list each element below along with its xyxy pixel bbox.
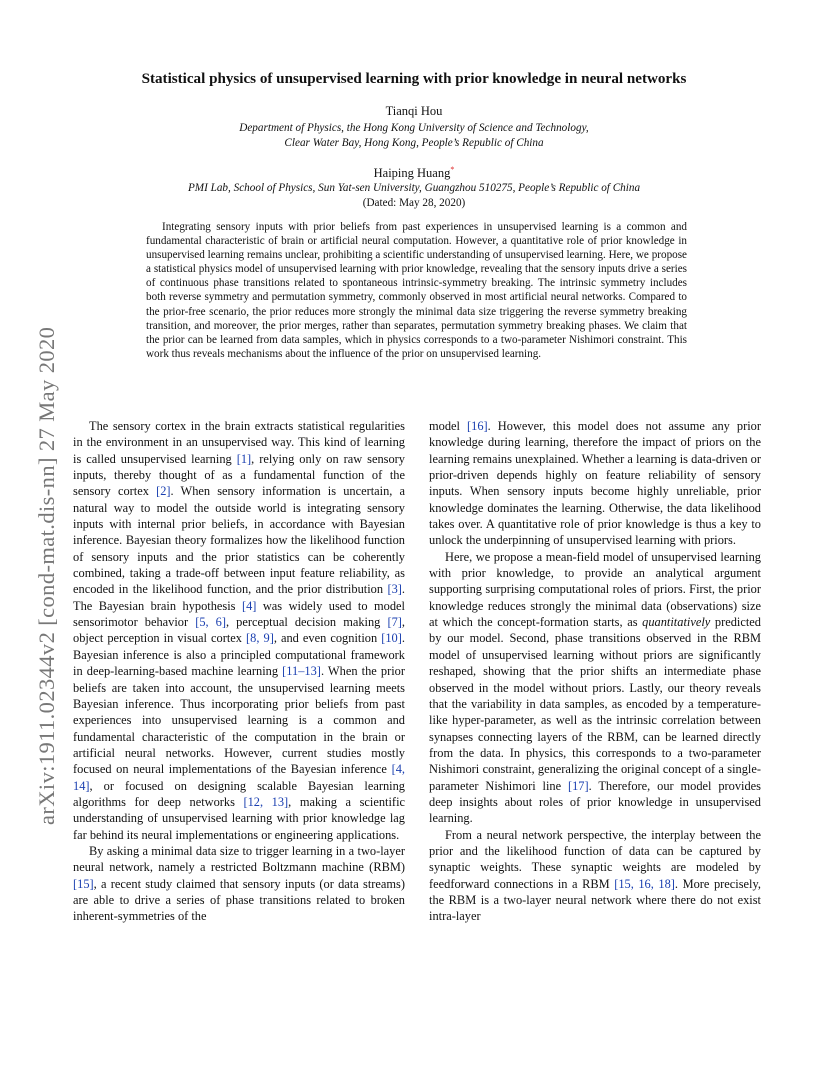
citation-link[interactable]: [16] bbox=[467, 419, 488, 433]
body-text: . More precisely, the RBM is a two-layer neural network where there do not exist intra-layer bbox=[429, 876, 761, 924]
author-2-affiliation bbox=[60, 181, 768, 196]
body-text: , a recent study claimed that sensory inputs (or data streams) are able to drive a series of phase transitions related to broken inherent-symmetries of the bbox=[73, 876, 405, 924]
citation-link[interactable]: [11–13] bbox=[282, 664, 321, 679]
body-text: By asking a minimal data size to trigger learning in a two-layer neural network, namely a restricted Boltzmann machine (RBM) bbox=[73, 843, 405, 875]
footnote-mark[interactable]: * bbox=[450, 164, 455, 174]
body-text: , making a scientific understanding of unsupervised learning with prior knowledge lag far behind its neural implementations or engineering applications. bbox=[73, 794, 406, 842]
body-text: . Bayesian inference is also a principled computational framework in deep-learning-based machine learning bbox=[73, 631, 405, 679]
body-text: , or focused on designing scalable Bayesian learning algorithms for deep networks bbox=[73, 778, 405, 809]
body-text: , and even cognition bbox=[273, 631, 382, 646]
affiliation-line: Clear Water Bay, Hong Kong, People’s Republic of China bbox=[284, 136, 544, 149]
citation-link[interactable]: [17] bbox=[567, 778, 589, 793]
body-text: , relying only on raw sensory inputs, thereby thought of as a fundamental function of the sensory cortex bbox=[73, 451, 406, 499]
body-text: From a neural network perspective, the interplay between the prior and the likelihood function of data can be captured by synaptic weights. These synaptic weights are modeled by feedforward connections in a RBM bbox=[429, 827, 761, 891]
body-paragraph bbox=[429, 418, 761, 549]
body-text: . The Bayesian brain hypothesis bbox=[73, 582, 405, 613]
citation-link[interactable]: [5, 6] bbox=[195, 615, 226, 630]
citation-link[interactable]: [12, 13] bbox=[243, 794, 289, 809]
affiliation-line: PMI Lab, School of Physics, Sun Yat-sen University, Guangzhou 510275, People’s Republic of China bbox=[187, 182, 641, 194]
author-2-name: Haiping Huang bbox=[373, 166, 451, 180]
citation-link[interactable]: [2] bbox=[156, 484, 171, 499]
body-text: . When the prior beliefs are taken into account, the unsupervised learning meets Bayesian inference. Thus incorporating prior beliefs from past experiences into unsupervised learning is a common and fundamental characteristic of the computation in the brain or artificial neural networks. However, current studies mostly focused on neural implementations of the Bayesian inference bbox=[73, 664, 405, 777]
body-text: The sensory cortex in the brain extracts statistical regularities in the environment in an unsupervised way. This kind of learning is called unsupervised learning bbox=[73, 419, 405, 466]
paper-title: Statistical physics of unsupervised learning with prior knowledge in neural networks bbox=[141, 71, 687, 87]
body-paragraph bbox=[73, 418, 405, 843]
emphasized-text: quantitatively bbox=[642, 615, 711, 630]
body-paragraph bbox=[429, 549, 761, 827]
body-paragraph bbox=[429, 827, 761, 925]
body-paragraph bbox=[73, 843, 405, 925]
citation-link[interactable]: [4, 14] bbox=[73, 762, 405, 793]
body-left-column bbox=[73, 418, 405, 925]
author-name bbox=[0, 104, 828, 119]
author-name bbox=[0, 166, 828, 181]
body-text: . Therefore, our model provides deep insights about roles of prior knowledge in unsupervised learning. bbox=[429, 778, 761, 826]
citation-link[interactable]: [8, 9] bbox=[246, 631, 274, 646]
author-1-name: Tianqi Hou bbox=[385, 104, 443, 118]
body-text: , object perception in visual cortex bbox=[73, 615, 405, 646]
citation-link[interactable]: [10] bbox=[381, 631, 402, 646]
citation-link[interactable]: [15, 16, 18] bbox=[614, 876, 675, 891]
dated-line: (Dated: May 28, 2020) bbox=[362, 197, 466, 209]
arxiv-margin-stamp: arXiv:1911.02344v2 [cond-mat.dis-nn] 27 May 2020 bbox=[34, 326, 59, 825]
body-text: . When sensory information is uncertain, a natural way to model the outside world is integrating sensory inputs with internal prior beliefs, in accordance with Bayesian inference. Bayesian theory formalizes how the likelihood function of sensory inputs and the prior statistics can be coherently combined, taking a trade-off between input feature reliability, as encoded in the likelihood function, and the prior distribution bbox=[73, 484, 406, 597]
citation-link[interactable]: [15] bbox=[73, 876, 94, 891]
citation-link[interactable]: [3] bbox=[387, 582, 402, 597]
body-text: , perceptual decision making bbox=[226, 615, 388, 630]
body-text: model bbox=[429, 419, 468, 433]
body-right-column bbox=[429, 418, 761, 925]
body-text: was widely used to model sensorimotor behavior bbox=[73, 598, 405, 630]
citation-link[interactable]: [4] bbox=[241, 598, 257, 613]
citation-link[interactable]: [1] bbox=[236, 451, 252, 466]
body-text: Here, we propose a mean-field model of unsupervised learning with prior knowledge, to provide an analytical argument supporting surprising computational roles of priors. First, the prior knowledge reduces strongly the minimal data (observations) size at which the concept-formation starts, as bbox=[429, 549, 761, 630]
body-text: . However, this model does not assume any prior knowledge during learning, therefore the impact of priors on the learning remains unexplained. Whether a learning is data-driven or prior-driven depends highly on feature reliability of sensory inputs. When sensory inputs become highly unreliable, prior knowledge dominates the learning. Otherwise, the data likelihood takes over. A quantitative role of prior knowledge is thus a key to unlock the underpinning of unsupervised learning with priors. bbox=[429, 419, 761, 548]
body-text: predicted by our model. Second, phase transitions observed in the RBM model of unsupervised learning without priors are significantly reshaped, showing that the prior shifts an intermediate phase observed in the model without priors. Lastly, our theory reveals that the variability in data samples, as encoded by a temperature-like hyper-parameter, as well as the intrinsic correlation between synapses connecting layers of the RBM, can be learned directly from the data. In physics, this corresponds to a two-parameter Nishimori constraint, generalizing the original concept of a single-parameter Nishimori line bbox=[429, 615, 761, 793]
citation-link[interactable]: [7] bbox=[387, 615, 402, 630]
affiliation-line: Department of Physics, the Hong Kong University of Science and Technology, bbox=[239, 122, 589, 134]
author-1-affiliation bbox=[100, 121, 728, 150]
abstract: Integrating sensory inputs with prior beliefs from past experiences in unsupervised learning is a common and fundamental characteristic of brain or artificial neural computation. However, a quantitative role of prior knowledge in unsupervised learning remains unclear, prohibiting a scientific understanding of unsupervised learning. Here, we propose a statistical physics model of unsupervised learning with prior knowledge, revealing that the sensory inputs drive a series of continuous phase transitions related to spontaneous intrinsic-symmetry breaking. The intrinsic symmetry includes both reverse symmetry and permutation symmetry, commonly observed in most artificial neural networks. Compared to the prior-free scenario, the prior reduces more strongly the minimal data size triggering the reverse symmetry breaking transition, and moreover, the prior merges, rather than separates, permutation symmetry breaking phases. We claim that the prior can be learned from data samples, which in physics corresponds to a two-parameter Nishimori constraint. This work thus reveals mechanisms about the influence of the prior on unsupervised learning. bbox=[146, 221, 687, 360]
